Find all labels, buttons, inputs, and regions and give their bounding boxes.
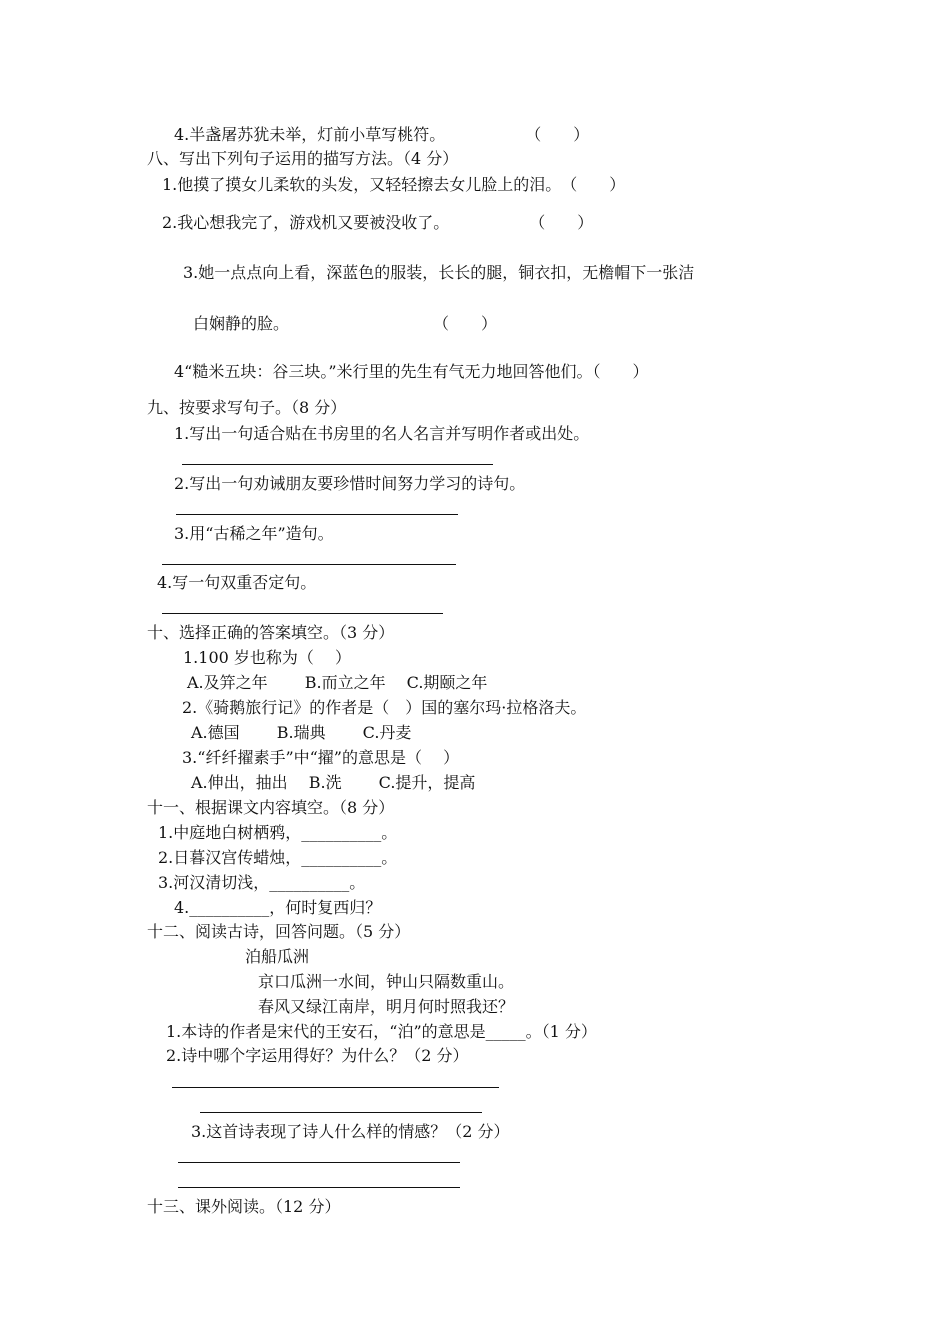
q9-item-2: 2.写出一句劝诫朋友要珍惜时间努力学习的诗句。: [174, 474, 526, 493]
q10-heading: 十、选择正确的答案填空。（3 分）: [147, 623, 395, 642]
q12-item-2: 2.诗中哪个字运用得好？为什么？（2 分）: [166, 1046, 469, 1065]
q9-item-4: 4.写一句双重否定句。: [157, 573, 317, 592]
q11-item-3: 3.河汉清切浅，__________。: [158, 873, 366, 892]
q11-item-4: 4.__________，何时复西归？: [174, 898, 382, 917]
q10-item-1: 1.100 岁也称为（ ）: [183, 648, 351, 667]
q9-answer-line-4[interactable]: [162, 613, 443, 614]
q12-answer-line-1[interactable]: [172, 1087, 499, 1088]
poem-line-2: 春风又绿江南岸，明月何时照我还？: [258, 997, 515, 1016]
q9-item-3: 3.用“古稀之年”造句。: [174, 524, 334, 543]
q8-item-4: 4“糙米五块：谷三块。”米行里的先生有气无力地回答他们。（ ）: [174, 362, 649, 381]
q12-answer-line-2[interactable]: [200, 1112, 482, 1113]
q10-item-2: 2.《骑鹅旅行记》的作者是（ ）国的塞尔玛·拉格洛夫。: [182, 698, 587, 717]
q8-item-1: 1.他摸了摸女儿柔软的头发，又轻轻擦去女儿脸上的泪。 （ ）: [162, 175, 626, 194]
q9-answer-line-3[interactable]: [162, 564, 456, 565]
q13-heading: 十三、课外阅读。（12 分）: [147, 1197, 341, 1216]
poem-line-1: 京口瓜洲一水间，钟山只隔数重山。: [258, 972, 515, 991]
q10-item-2-options: A.德国 B.瑞典 C.丹麦: [191, 723, 412, 742]
q8-heading: 八、写出下列句子运用的描写方法。（4 分）: [147, 149, 459, 168]
q7-item-4: 4.半盏屠苏犹未举，灯前小草写桃符。 （ ）: [174, 125, 590, 144]
q8-item-3-line-1: 3.她一点点向上看，深蓝色的服装，长长的腿，铜衣扣，无檐帽下一张洁: [183, 263, 695, 282]
q9-answer-line-2[interactable]: [176, 514, 458, 515]
q12-item-1: 1.本诗的作者是宋代的王安石，“泊”的意思是_____。（1 分）: [166, 1022, 597, 1041]
q11-heading: 十一、根据课文内容填空。（8 分）: [147, 798, 395, 817]
q12-answer-line-4[interactable]: [178, 1187, 460, 1188]
q10-item-1-options: A.及笄之年 B.而立之年 C.期颐之年: [187, 673, 488, 692]
q8-item-3-line-2: 白娴静的脸。 （ ）: [193, 314, 498, 333]
q9-item-1: 1.写出一句适合贴在书房里的名人名言并写明作者或出处。: [174, 424, 590, 443]
poem-title: 泊船瓜洲: [245, 947, 310, 966]
q10-item-3-options: A.伸出，抽出 B.洗 C.提升，提高: [191, 773, 476, 792]
q11-item-1: 1.中庭地白树栖鸦，__________。: [158, 823, 398, 842]
q11-item-2: 2.日暮汉宫传蜡烛，__________。: [158, 848, 398, 867]
q12-answer-line-3[interactable]: [178, 1162, 460, 1163]
q12-heading: 十二、阅读古诗，回答问题。（5 分）: [147, 922, 411, 941]
q8-item-2: 2.我心想我完了，游戏机又要被没收了。 （ ）: [162, 213, 594, 232]
q9-heading: 九、按要求写句子。（8 分）: [147, 398, 347, 417]
q9-answer-line-1[interactable]: [182, 464, 493, 465]
q10-item-3: 3.“纤纤擢素手”中“擢”的意思是（ ）: [182, 748, 460, 767]
q12-item-3: 3.这首诗表现了诗人什么样的情感？（2 分）: [191, 1122, 510, 1141]
